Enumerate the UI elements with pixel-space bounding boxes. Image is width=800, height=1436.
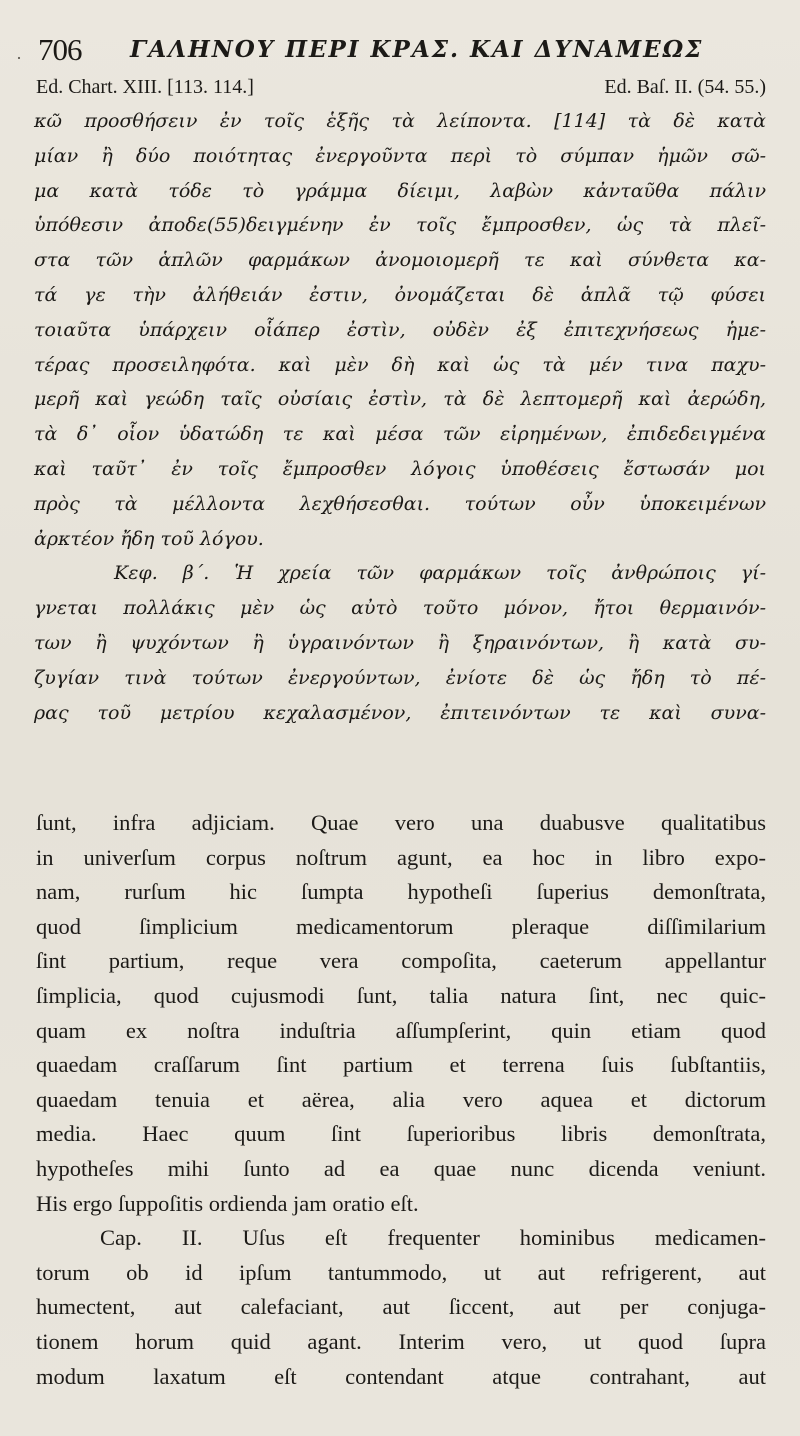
edition-reference-line [36, 76, 766, 102]
margin-mark: · [16, 48, 22, 68]
latin-line: humectent, aut calefaciant, aut ſiccent, aut per conjuga- [36, 1294, 766, 1320]
greek-line: ρας τοῦ μετρίου κεχαλασμένον, ἐπιτεινόντων τε καὶ συνα- [34, 701, 766, 724]
edition-reference-chart: Ed. Chart. XIII. [113. 114.] [36, 76, 254, 98]
latin-line: quod ſimplicium medicamentorum pleraque diſſimilarium [36, 913, 766, 939]
greek-paragraph-end-line: ἀρκτέον ἤδη τοῦ λόγου. [34, 527, 264, 550]
greek-line: μίαν ἢ δύο ποιότητας ἐνεργοῦντα περὶ τὸ σύμπαν ἡμῶν σῶ- [34, 144, 766, 167]
latin-line: quaedam tenuia et aërea, alia vero aquea et dictorum [36, 1086, 766, 1112]
greek-line: μα κατὰ τόδε τὸ γράμμα δίειμι, λαβὼν κἀνταῦθα πάλιν [34, 179, 766, 202]
page-number: 706 [38, 32, 82, 67]
greek-line: στα τῶν ἁπλῶν φαρμάκων ἀνομοιομερῆ τε καὶ σύνθετα κα- [34, 249, 766, 272]
latin-line: quaedam craſſarum ſint partium et terrena ſuis ſubſtantiis, [36, 1052, 766, 1078]
edition-reference-basel: Ed. Baſ. II. (54. 55.) [604, 76, 766, 98]
latin-line: modum laxatum eſt contendant atque contrahant, aut [36, 1363, 766, 1389]
running-head [22, 30, 782, 74]
greek-line: κῶ προσθήσειν ἐν τοῖς ἑξῆς τὰ λείποντα. [114] τὰ δὲ κατὰ [34, 110, 766, 132]
greek-line: ὑπόθεσιν ἀποδε(55)δειγμένην ἐν τοῖς ἔμπροσθεν, ὡς τὰ πλεῖ- [34, 214, 766, 237]
latin-line: quam ex noſtra induſtria aſſumpſerint, quin etiam quod [36, 1017, 766, 1043]
greek-line: των ἢ ψυχόντων ἢ ὑγραινόντων ἢ ξηραινόντων, ἢ κατὰ συ- [34, 631, 766, 654]
page-title: ΓΑΛΗΝΟΥ ΠΕΡΙ ΚΡΑΣ. ΚΑΙ ΔΥΝΑΜΕΩΣ [130, 36, 704, 63]
latin-line: ſunt, infra adjiciam. Quae vero una duabusve qualitatibus [36, 810, 766, 835]
latin-line: torum ob id ipſum tantummodo, ut aut refrigerent, aut [36, 1259, 766, 1285]
latin-line: in univerſum corpus noſtrum agunt, ea hoc in libro expo- [36, 844, 766, 870]
greek-line: τά γε τὴν ἀλήθειάν ἐστιν, ὀνομάζεται δὲ ἁπλᾶ τῷ φύσει [34, 283, 766, 306]
greek-text-column [34, 104, 766, 730]
greek-line: γνεται πολλάκις μὲν ὡς αὐτὸ τοῦτο μόνον, ἤτοι θερμαινόν- [34, 597, 766, 620]
greek-line: καὶ ταῦτ᾽ ἐν τοῖς ἔμπροσθεν λόγοις ὑποθέσεις ἔστωσάν μοι [34, 457, 766, 480]
greek-line: μερῆ καὶ γεώδη ταῖς οὐσίαις ἐστὶν, τὰ δὲ λεπτομερῆ καὶ ἀερώδη, [34, 388, 766, 411]
latin-line: media. Haec quum ſint ſuperioribus libris demonſtrata, [36, 1121, 766, 1147]
latin-line: tionem horum quid agant. Interim vero, ut quod ſupra [36, 1328, 766, 1354]
latin-line: nam, rurſum hic ſumpta hypotheſi ſuperius demonſtrata, [36, 879, 766, 905]
latin-paragraph-end-line: His ergo ſuppoſitis ordienda jam oratio eſt. [36, 1190, 419, 1216]
greek-line: πρὸς τὰ μέλλοντα λεχθήσεσθαι. τούτων οὖν ὑποκειμένων [34, 492, 766, 515]
latin-text-column [36, 806, 766, 1394]
greek-line: τοιαῦτα ὑπάρχειν οἷάπερ ἐστὶν, οὐδὲν ἐξ ἐπιτεχνήσεως ἡμε- [34, 318, 766, 341]
greek-line: ζυγίαν τινὰ τούτων ἐνεργούντων, ἐνίοτε δὲ ὡς ἤδη τὸ πέ- [34, 666, 766, 689]
greek-line: τὰ δ᾽ οἷον ὑδατώδη τε καὶ μέσα τῶν εἰρημένων, ἐπιδεδειγμένα [34, 423, 766, 446]
greek-chapter-heading-line: Κεφ. β΄. Ἡ χρεία τῶν φαρμάκων τοῖς ἀνθρώποις γί- [114, 562, 766, 585]
latin-line: ſint partium, reque vera compoſita, caeterum appellantur [36, 948, 766, 974]
latin-line: ſimplicia, quod cujusmodi ſunt, talia natura ſint, nec quic- [36, 982, 766, 1008]
greek-line: τέρας προσειληφότα. καὶ μὲν δὴ καὶ ὡς τὰ μέν τινα παχυ- [34, 353, 766, 376]
latin-chapter-heading-line: Cap. II. Uſus eſt frequenter hominibus medicamen- [100, 1225, 766, 1251]
latin-line: hypotheſes mihi ſunto ad ea quae nunc dicenda veniunt. [36, 1155, 766, 1181]
